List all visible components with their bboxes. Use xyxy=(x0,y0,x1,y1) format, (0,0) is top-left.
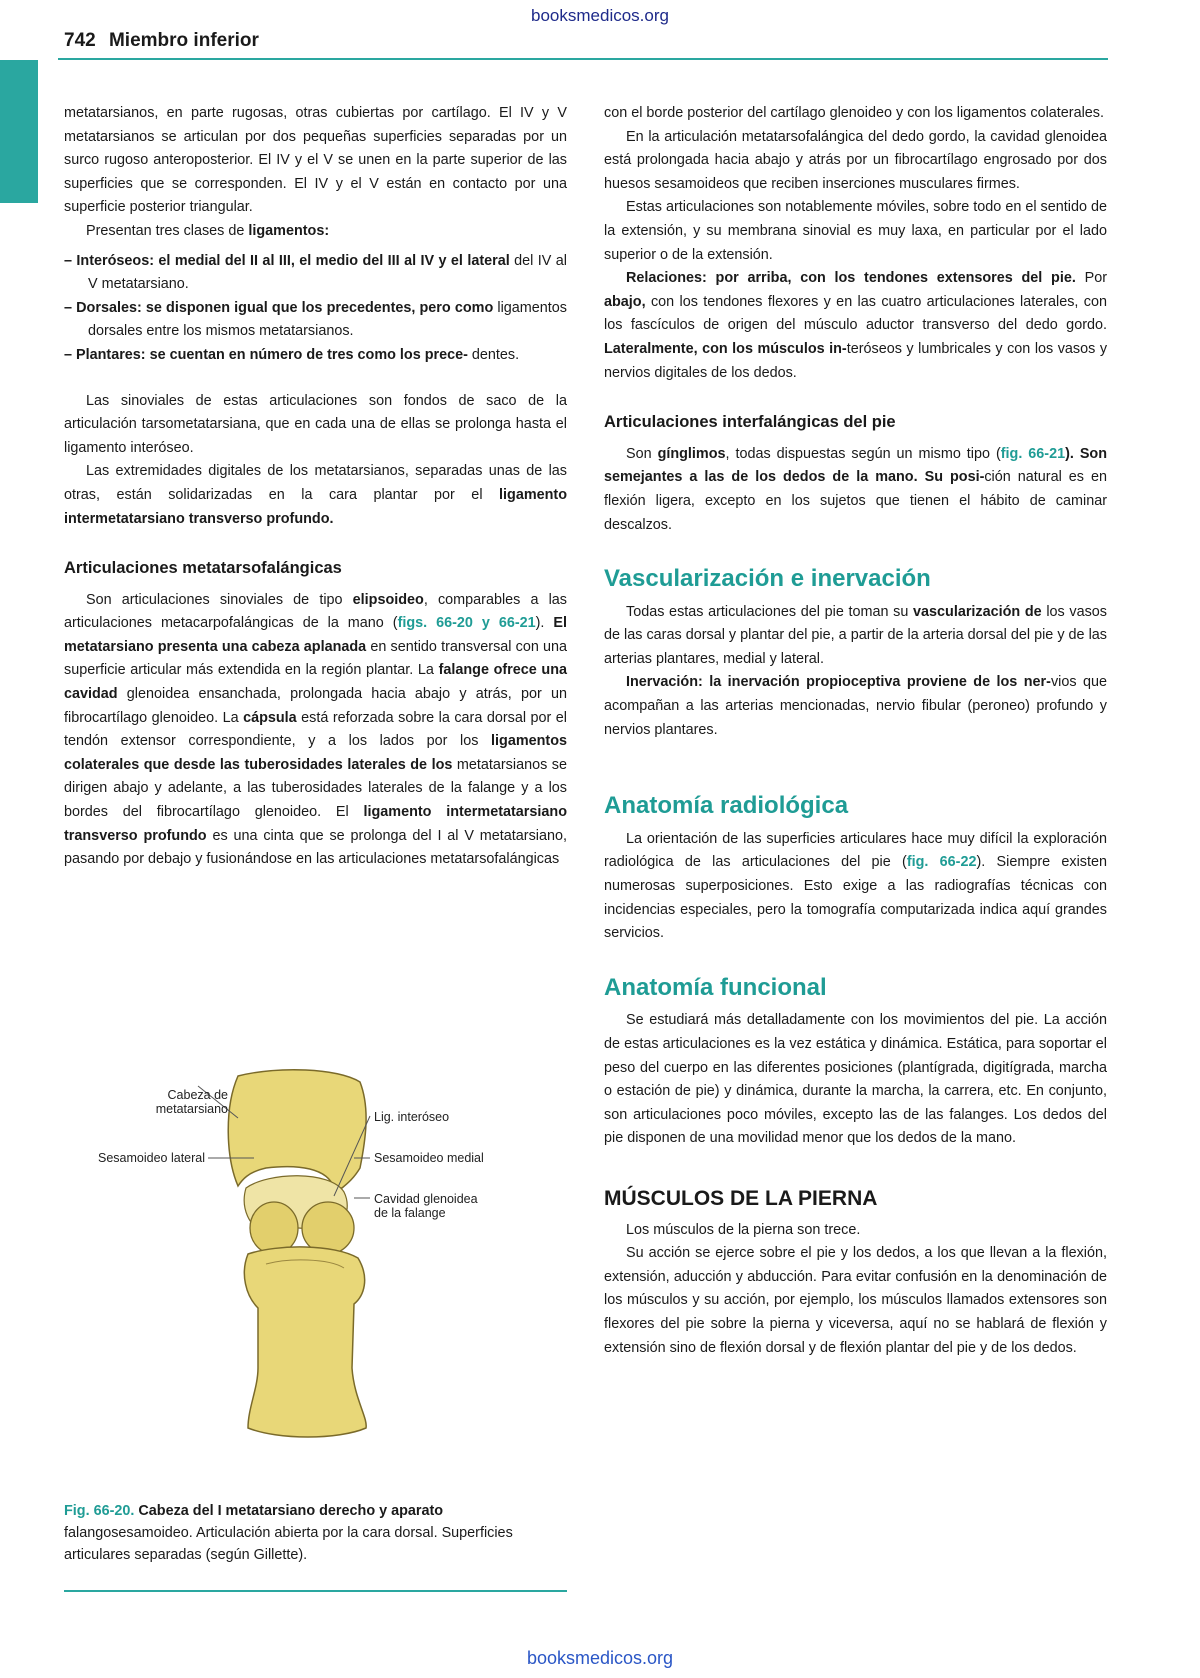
text-run: ligamentos colaterales que desde las tuberosidades laterales de los xyxy=(64,733,567,773)
text-run: ligamento intermetatarsiano transverso profundo. xyxy=(64,486,568,527)
watermark-top: booksmedicos.org xyxy=(531,6,669,25)
caption-rule xyxy=(64,1590,567,1592)
text-run: Las extremidades digitales de los metatarsianos, separadas unas de las otras, están solidarizadas en la cara plantar por el xyxy=(64,463,567,503)
ligament-list xyxy=(64,250,567,368)
paragraph-continuation: con el borde posterior del cartílago glenoideo y con los ligamentos colaterales. xyxy=(604,105,1104,121)
paragraph-funcional: Se estudiará más detalladamente con los movimientos del pie. La acción de estas articulaciones es la vez estática y dinámica. Estática, para soportar el peso del cuerpo en las diferentes posiciones (plantígrada, digitígrada, marcha o estación de pie) y dinámica, durante la marcha, la carrera, etc. En conjunto, son articulaciones poco móviles, excepto las de las falanges. Los dedos del pie disponen de una movilidad menor que los dedos de la mano. xyxy=(604,1012,1107,1147)
left-column xyxy=(64,102,567,872)
text-run: falange ofrece una cavidad xyxy=(64,662,568,703)
paragraph-metatarsofalangicas xyxy=(64,589,567,872)
paragraph-musculos-intro: Los músculos de la pierna son trece. xyxy=(626,1221,861,1238)
right-column xyxy=(604,102,1107,1360)
spacer xyxy=(64,368,567,390)
bone-illustration xyxy=(98,1068,558,1488)
text-run: Por xyxy=(1075,270,1107,287)
heading-vascularizacion: Vascularización e inervación xyxy=(604,565,931,593)
text-run: vios que acompañan a las arterias mencionadas, nervio fibular (peroneo) profundo y nervios plantares. xyxy=(604,674,1107,738)
label-lig-interoseo: Lig. interóseo xyxy=(374,1110,450,1124)
text-run: ligamento intermetatarsiano transverso profundo xyxy=(64,804,567,844)
text-run: cápsula xyxy=(243,709,297,726)
figure-link[interactable]: fig. 66-22 xyxy=(906,854,977,871)
text-run: Lateralmente, con los músculos in- xyxy=(604,340,847,357)
text-run: dentes. xyxy=(467,346,520,363)
text-run: ). xyxy=(535,615,554,632)
text-run: ción natural es en flexión ligera, excepto en los sujetos que tienen el hábito de caminar descalzos. xyxy=(604,469,1107,533)
text-run: elipsoideo xyxy=(352,591,424,608)
text-run: Todas estas articulaciones del pie toman su xyxy=(626,603,914,620)
figure-link[interactable]: figs. 66-20 y 66-21 xyxy=(397,615,536,632)
list-item xyxy=(64,297,567,344)
caption-figure-number: Fig. 66-20. xyxy=(64,1503,135,1519)
chapter-title: Miembro inferior xyxy=(108,30,259,51)
text-run: ligamentos: xyxy=(248,222,330,239)
text-run: , todas dispuestas según un mismo tipo ( xyxy=(725,445,1001,462)
text-run: teróseos y lumbricales y con los vasos y nervios digitales de los dedos. xyxy=(604,340,1108,381)
text-run: Relaciones: por arriba, con los tendones extensores del pie. xyxy=(626,270,1076,287)
paragraph-synovial: Las sinoviales de estas articulaciones son fondos de saco de la articulación tarsometatarsiana, que en cada una de ellas se prolonga hasta el ligamento interóseo. xyxy=(64,392,567,456)
text-run: en sentido transversal con una superficie articular más extendida en la región plantar. La xyxy=(64,638,567,679)
text-run: del IV al V metatarsiano. xyxy=(88,252,567,293)
paragraph-ligaments xyxy=(64,220,567,244)
text-run: Interóseos: el medial del II al III, el medio del III al IV y el lateral xyxy=(76,252,510,269)
text-run: falangosesamoideo. Articulación abierta por la cara dorsal. Superficies articulares separadas (según Gillette). xyxy=(64,1525,513,1563)
text-run: vascularización de xyxy=(913,603,1042,620)
text-run: los vasos de las caras dorsal y plantar del pie, a partir de la arteria dorsal del pie y de las arterias plantares, medial y lateral. xyxy=(604,603,1108,667)
paragraph-interfalangicas xyxy=(604,443,1107,537)
text-run: La orientación de las superficies articulares hace muy difícil la exploración radiológica de las articulaciones del pie ( xyxy=(604,830,1107,871)
paragraph-dedo-gordo: En la articulación metatarsofalángica del dedo gordo, la cavidad glenoidea está prolongada hacia abajo y atrás por un fibrocartílago engrosado por dos huesos sesamoideos que reciben inserciones musculares firmes. xyxy=(604,128,1107,192)
text-run: Inervación: la inervación propioceptiva proviene de los ner- xyxy=(626,674,1051,691)
paragraph-musculos-accion: Su acción se ejerce sobre el pie y los dedos, a los que llevan a la flexión, extensión, aducción y abducción. Para evitar confusión en la denominación de los músculos y su acción, por ejemplo, los músculos llamados extensores son flexores del pie sobre la pierna y viceversa, aquí no se hablará de flexión y extensión sino de flexión dorsal y de flexión plantar del pie y de los dedos. xyxy=(604,1245,1107,1356)
paragraph-relaciones xyxy=(604,267,1107,385)
text-run: con los tendones flexores y en las cuatro articulaciones laterales, con los fascículos de origen del músculo aductor transverso del dedo gordo. xyxy=(604,293,1107,334)
text-run: El metatarsiano presenta una cabeza aplanada xyxy=(64,615,567,655)
watermark-bottom: booksmedicos.org xyxy=(526,1648,674,1668)
text-run: está reforzada sobre la cara dorsal por el tendón extensor correspondiente, y a los lados por los xyxy=(64,709,567,750)
text-run: Presentan tres clases de xyxy=(86,222,249,239)
page-number: 742 xyxy=(64,30,96,51)
paragraph-vascularizacion xyxy=(604,601,1107,672)
list-item xyxy=(64,344,567,368)
heading-funcional: Anatomía funcional xyxy=(604,973,827,1001)
header-rule xyxy=(58,58,1108,60)
text-run: gínglimos xyxy=(657,445,726,462)
paragraph-intro: metatarsianos, en parte rugosas, otras cubiertas por cartílago. El IV y V metatarsianos se articulan por dos pequeñas superficies separadas por un surco rugoso anteroposterior. El IV y el V se unen en la parte superior de las superficies que se corresponden. El IV y el V están en contacto por una superficie posterior triangular. xyxy=(64,105,567,216)
figure-link[interactable]: fig. 66-21 xyxy=(1000,445,1066,462)
figure-caption xyxy=(64,1500,567,1566)
paragraph-movilidad: Estas articulaciones son notablemente móviles, sobre todo en el sentido de la extensión, y su membrana sinovial es muy laxa, en particular por el lado superior o de la extensión. xyxy=(604,199,1107,263)
heading-interfalangicas: Articulaciones interfalángicas del pie xyxy=(604,413,896,432)
text-run: ). Siempre existen numerosas superposiciones. Esto exige a las radiografías técnicas con incidencias especiales, pero la tomografía computarizada indica aquí grandes servicios. xyxy=(604,854,1107,942)
heading-radiologica: Anatomía radiológica xyxy=(604,792,849,820)
figure-66-20 xyxy=(98,1068,558,1488)
label-sesamoideo-medial: Sesamoideo medial xyxy=(374,1151,484,1165)
label-cavidad-glenoidea: Cavidad glenoidea de la falange xyxy=(374,1192,478,1220)
text-run: glenoidea ensanchada, prolongada hacia abajo y atrás, por un fibrocartílago glenoideo. La xyxy=(64,686,567,726)
heading-musculos-pierna: MÚSCULOS DE LA PIERNA xyxy=(604,1186,878,1210)
section-tab xyxy=(0,60,38,203)
running-head xyxy=(64,30,259,52)
list-item xyxy=(64,250,567,297)
text-run: , comparables a las articulaciones metacarpofalángicas de la mano ( xyxy=(64,591,568,632)
text-run: abajo, xyxy=(604,293,646,310)
text-run: metatarsianos se dirigen abajo y adelante, a las tuberosidades laterales de la falange y a los bordes del fibrocartílago glenoideo. El xyxy=(64,756,567,821)
paragraph-extremities xyxy=(64,460,567,531)
paragraph-inervacion xyxy=(604,671,1107,742)
text-run: es una cinta que se prolonga del I al V metatarsiano, pasando por debajo y fusionándose en las articulaciones metatarsofalángicas xyxy=(64,827,567,868)
text-run: Dorsales: se disponen igual que los precedentes, pero como xyxy=(76,299,494,316)
text-run: Plantares: se cuentan en número de tres como los prece- xyxy=(76,346,468,363)
label-cabeza-metatarsiano: Cabeza de metatarsiano xyxy=(155,1088,228,1116)
label-sesamoideo-lateral: Sesamoideo lateral xyxy=(98,1151,206,1165)
paragraph-radiologica xyxy=(604,828,1107,946)
text-run: Cabeza del I metatarsiano derecho y aparato xyxy=(134,1503,444,1519)
heading-metatarsofalangicas: Articulaciones metatarsofalángicas xyxy=(64,559,342,578)
text-run: Son articulaciones sinoviales de tipo xyxy=(86,591,353,608)
text-run: ). Son semejantes a las de los dedos de la mano. Su posi- xyxy=(604,445,1108,486)
text-run: ligamentos dorsales entre los mismos metatarsianos. xyxy=(88,299,567,340)
text-run: Son xyxy=(626,445,658,462)
